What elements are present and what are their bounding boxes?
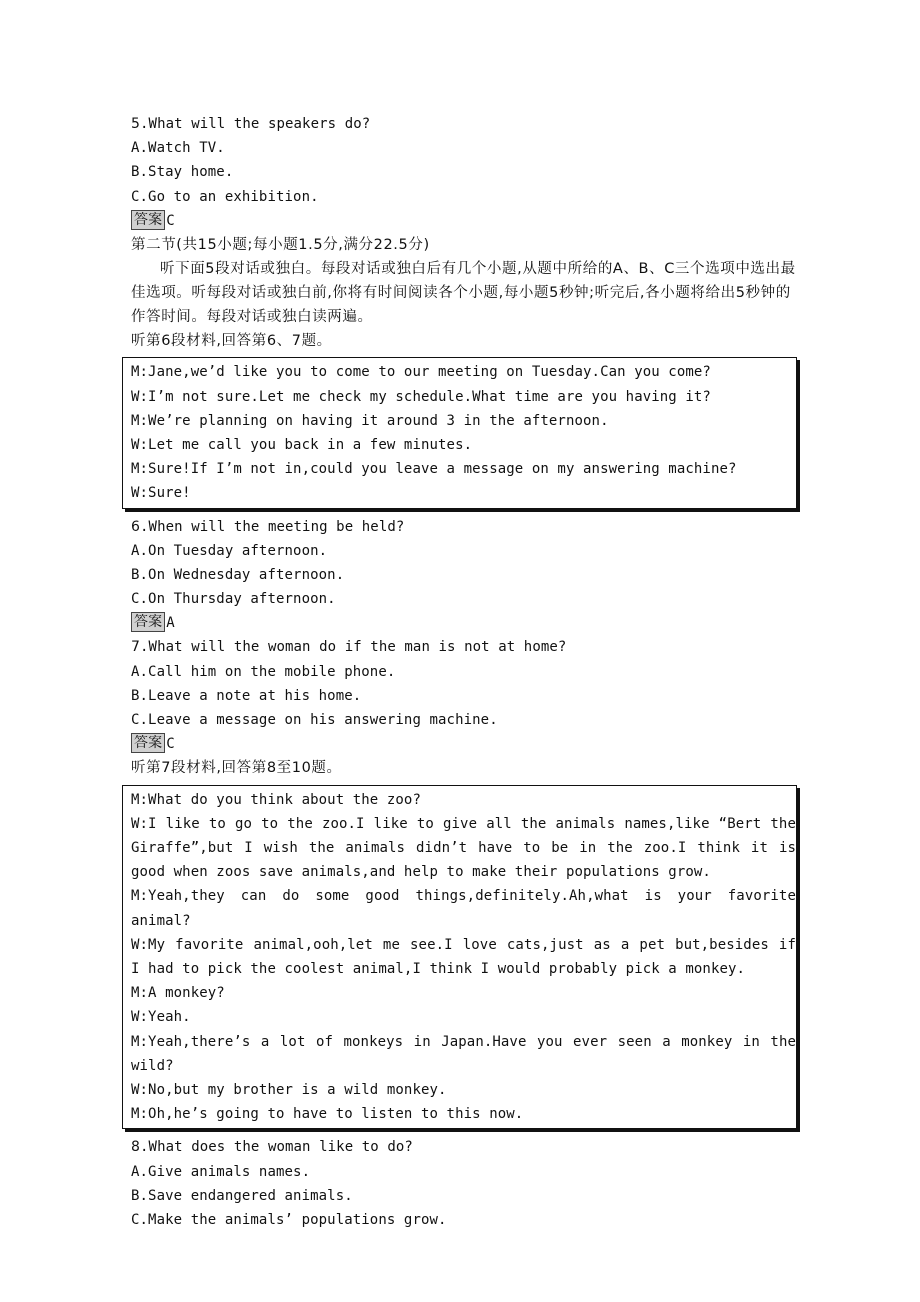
material-6-dialogue-box xyxy=(122,357,797,508)
section-2-instructions: 听下面5段对话或独白。每段对话或独白后有几个小题,从题中所给的A、B、C三个选项中选出最佳选项。听每段对话或独白前,你将有时间阅读各个小题,每小题5秒钟;听完后,各小题将给出5秒钟的作答时间。每段对话或独白读两遍。 xyxy=(131,261,796,326)
dialogue-line: M:Yeah,they can do some good things,definitely.Ah,what is your favorite animal? xyxy=(131,888,796,929)
dialogue-line: W:Sure! xyxy=(131,485,191,502)
dialogue-line: M:We’re planning on having it around 3 in the afternoon. xyxy=(131,412,609,429)
answer-value: C xyxy=(166,212,175,229)
question-6-stem: 6.When will the meeting be held? xyxy=(131,518,405,535)
question-7-answer xyxy=(131,732,799,756)
dialogue-line: W:I’m not sure.Let me check my schedule.What time are you having it? xyxy=(131,388,711,405)
answer-label: 答案 xyxy=(131,612,165,632)
dialogue-line: M:Yeah,there’s a lot of monkeys in Japan.Have you ever seen a monkey in the wild? xyxy=(131,1033,796,1074)
question-6-answer xyxy=(131,611,799,635)
exam-page xyxy=(131,112,799,1232)
question-5-option-b: B.Stay home. xyxy=(131,164,234,181)
question-5-option-c: C.Go to an exhibition. xyxy=(131,188,319,205)
material-7-intro: 听第7段材料,回答第8至10题。 xyxy=(131,760,342,777)
answer-label: 答案 xyxy=(131,210,165,230)
question-7-stem: 7.What will the woman do if the man is not at home? xyxy=(131,639,567,656)
question-6-option-c: C.On Thursday afternoon. xyxy=(131,591,336,608)
material-7-dialogue-box xyxy=(122,785,797,1130)
dialogue-line: M:A monkey? xyxy=(131,985,225,1002)
answer-value: C xyxy=(166,736,175,753)
question-8-option-c: C.Make the animals’ populations grow. xyxy=(131,1212,447,1228)
question-7-option-c: C.Leave a message on his answering machine. xyxy=(131,712,498,729)
question-6-option-b: B.On Wednesday afternoon. xyxy=(131,566,345,583)
question-5-stem: 5.What will the speakers do? xyxy=(131,116,371,132)
material-6-intro: 听第6段材料,回答第6、7题。 xyxy=(131,333,332,350)
question-8-stem: 8.What does the woman like to do? xyxy=(131,1139,413,1156)
answer-value: A xyxy=(166,615,175,632)
question-7-option-b: B.Leave a note at his home. xyxy=(131,687,362,704)
dialogue-line: W:I like to go to the zoo.I like to give all the animals names,like “Bert the Giraffe”,but I wish the animals didn’t have to be in the zoo.I think it is good when zoos save animals,and help to make their populations grow. xyxy=(131,815,796,881)
dialogue-line: M:What do you think about the zoo? xyxy=(131,791,421,808)
dialogue-line: M:Sure!If I’m not in,could you leave a message on my answering machine? xyxy=(131,461,737,478)
question-8-option-b: B.Save endangered animals. xyxy=(131,1187,353,1204)
answer-label: 答案 xyxy=(131,733,165,753)
dialogue-line: W:My favorite animal,ooh,let me see.I love cats,just as a pet but,besides if I had to pick the coolest animal,I think I would probably pick a monkey. xyxy=(131,936,796,978)
dialogue-line: M:Jane,we’d like you to come to our meeting on Tuesday.Can you come? xyxy=(131,364,711,381)
question-5-option-a: A.Watch TV. xyxy=(131,140,225,157)
question-7-option-a: A.Call him on the mobile phone. xyxy=(131,663,396,680)
dialogue-line: W:Let me call you back in a few minutes. xyxy=(131,436,473,453)
section-2-heading: 第二节(共15小题;每小题1.5分,满分22.5分) xyxy=(131,236,430,253)
dialogue-line: W:Yeah. xyxy=(131,1009,191,1026)
dialogue-line: M:Oh,he’s going to have to listen to this now. xyxy=(131,1106,524,1123)
question-5-answer xyxy=(131,209,799,233)
dialogue-line: W:No,but my brother is a wild monkey. xyxy=(131,1082,447,1099)
question-8-option-a: A.Give animals names. xyxy=(131,1163,311,1180)
question-6-option-a: A.On Tuesday afternoon. xyxy=(131,542,328,559)
